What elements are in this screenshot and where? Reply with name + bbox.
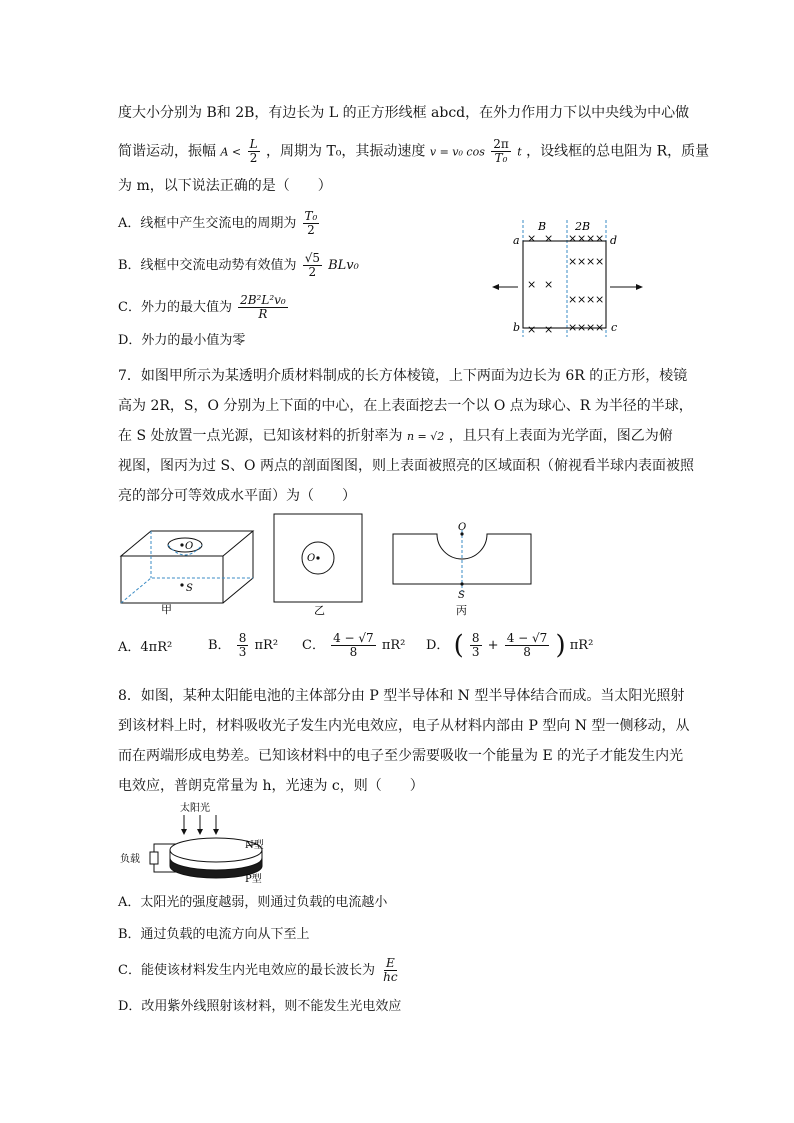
q6-figure-frame (490, 215, 650, 340)
q7-option-d-plus: + (487, 638, 499, 653)
svg-text:×: × (568, 293, 578, 306)
q7-option-d-den1: 3 (471, 645, 480, 659)
q8-option-c (118, 957, 402, 984)
q6-option-a-num: T₀ (304, 209, 318, 223)
q6-field-crosses-b (527, 232, 553, 336)
q6-line2-text-b: ，周期为 T₀，其振动速度 (266, 143, 426, 160)
q6-label-c: c (611, 321, 618, 334)
q7-option-b-den: 3 (238, 645, 247, 659)
svg-text:×: × (544, 278, 554, 291)
q6-option-b-den: 2 (308, 265, 317, 279)
q7-option-d-num1: 8 (471, 631, 480, 645)
q6-option-a (118, 210, 321, 237)
q6-vel-den: T₀ (494, 151, 508, 165)
q7-option-c-tail: πR² (381, 638, 406, 653)
q7-section-S-dot (460, 582, 463, 585)
q8-sun-arrows (184, 815, 216, 831)
svg-text:×: × (577, 232, 587, 245)
q8-option-c-num: E (385, 956, 395, 970)
q8-stem-line3: 而在两端形成电势差。已知该材料中的电子至少需要吸收一个能量为 E 的光子才能发生内光 (118, 748, 684, 764)
q7-box-side (223, 531, 253, 603)
svg-text:×: × (568, 321, 578, 334)
svg-text:×: × (527, 323, 537, 336)
q7-stem-line2: 高为 2R，S，O 分别为上下面的中心，在上表面挖去一个以 O 点为球心、R 为半径的半球， (118, 398, 693, 414)
q8-stem-line1: 8．如图，某种太阳能电池的主体部分由 P 型半导体和 N 型半导体结合而成。当太阳光照射 (118, 688, 685, 704)
q8-label-sunlight: 太阳光 (180, 803, 210, 814)
q7-topview-label-O: O (307, 553, 316, 564)
q8-label-load: 负载 (120, 854, 140, 865)
q6-amp-num: L (249, 137, 258, 151)
q6-label-a: a (513, 234, 520, 247)
q6-option-a-text: A．线框中产生交流电的周期为 (118, 216, 297, 231)
q8-stem-line2: 到该材料上时，材料吸收光子发生内光电效应，电子从材料内部由 P 型向 N 型一侧移动，从 (118, 718, 690, 734)
svg-text:×: × (527, 278, 537, 291)
q6-label-2B: 2B (575, 220, 591, 233)
q8-option-b: B．通过负载的电流方向从下至上 (118, 927, 310, 942)
q6-option-d: D．外力的最小值为零 (118, 333, 246, 348)
q8-label-N: N型 (245, 840, 264, 851)
q7-option-d-pre: D． (426, 638, 450, 653)
q7-label-O: O (185, 541, 194, 552)
q8-sun-arrowhead-2 (197, 829, 203, 835)
q7-option-c-den: 8 (349, 645, 358, 659)
q6-label-B: B (538, 220, 547, 233)
q6-option-c-den: R (258, 307, 268, 321)
q7-section-label-O: O (458, 522, 467, 533)
q6-option-a-den: 2 (307, 223, 315, 237)
q6-option-c-fraction (238, 294, 288, 321)
q7-option-b-num: 8 (238, 631, 247, 645)
q8-label-P: P型 (245, 874, 262, 885)
q6-left-arrowhead (492, 284, 499, 290)
svg-text:×: × (577, 255, 587, 268)
q6-field-crosses-2b (568, 232, 604, 334)
q7-line3-text-b: ，且只有上表面为光学面，图乙为俯 (448, 428, 673, 444)
q7-section-label-S: S (458, 590, 465, 601)
svg-text:×: × (586, 232, 596, 245)
q8-load-resistor (150, 852, 158, 864)
q7-point-O-dot (180, 543, 183, 546)
q7-option-c-pre: C． (302, 638, 325, 653)
q8-option-c-text: C．能使该材料发生内光电效应的最长波长为 (118, 963, 375, 978)
q8-option-c-den: hc (383, 970, 398, 984)
q6-option-b (118, 252, 359, 279)
q6-option-b-tail: BLv₀ (328, 258, 359, 273)
q7-option-c-fraction (331, 632, 376, 659)
q8-option-c-fraction (381, 957, 399, 984)
q6-amp-den: 2 (249, 151, 258, 165)
q8-option-d: D．改用紫外线照射该材料，则不能发生光电效应 (118, 999, 402, 1014)
q7-stem-line4: 视图，图丙为过 S、O 两点的剖面图图，则上表面被照亮的区域面积（俯视看半球内表面被照 (118, 458, 694, 474)
q8-sun-arrowhead-1 (181, 829, 187, 835)
q7-option-b-tail: πR² (254, 638, 279, 653)
svg-text:×: × (595, 232, 605, 245)
q7-option-b-fraction (237, 632, 249, 659)
q6-velocity-t: t (517, 145, 522, 159)
q6-option-a-fraction (303, 210, 320, 237)
q7-topview-center-dot (316, 556, 319, 559)
q8-sun-arrowhead-3 (213, 829, 219, 835)
q7-stem-line1: 7．如图甲所示为某透明介质材料制成的长方体棱镜，上下两面为边长为 6R 的正方形，棱镜 (118, 368, 688, 384)
q7-caption-bing: 丙 (456, 604, 467, 617)
svg-text:×: × (577, 293, 587, 306)
q7-option-c (302, 632, 405, 659)
q8-figure-solar-cell (118, 800, 278, 885)
q7-label-S: S (186, 583, 193, 594)
svg-text:×: × (595, 293, 605, 306)
q7-stem-line5: 亮的部分可等效成水平面）为（ ） (118, 488, 356, 504)
q6-stem-line3: 为 m，以下说法正确的是（ ） (118, 178, 332, 194)
q7-caption-jia: 甲 (161, 603, 172, 615)
q7-refractive-index: n = √2 (406, 430, 445, 443)
q7-option-d-den2: 8 (523, 645, 531, 659)
svg-text:×: × (586, 255, 596, 268)
q7-stem-line3 (118, 426, 673, 447)
q6-option-b-fraction (303, 252, 322, 279)
svg-text:×: × (586, 321, 596, 334)
svg-text:×: × (544, 232, 554, 245)
q6-velocity-fraction (491, 138, 511, 165)
q7-option-b (208, 632, 278, 659)
q7-option-d: D． ( $\frac{8}{3}$ + $\frac{4 - √7}{8}$ ) πR² (426, 630, 594, 661)
q6-label-d: d (610, 234, 618, 247)
q7-figure-bing (390, 520, 536, 618)
q7-option-d-fraction-2 (505, 632, 550, 659)
q7-option-d-fraction-1 (470, 632, 482, 659)
q7-point-S-dot (180, 583, 183, 586)
q6-velocity-lhs: v = v₀ cos (429, 145, 485, 159)
q6-label-b: b (513, 321, 521, 334)
q6-option-b-num: √5 (304, 251, 320, 265)
q7-option-a: A．4πR² (118, 640, 173, 655)
q6-amplitude-lhs: A < (220, 145, 242, 159)
q7-figure-yi (272, 512, 366, 618)
q8-stem-line4: 电效应，普朗克常量为 h，光速为 c，则（ ） (118, 778, 424, 794)
q6-option-b-text: B．线框中交流电动势有效值为 (118, 258, 297, 273)
svg-text:×: × (595, 255, 605, 268)
svg-text:×: × (586, 293, 596, 306)
q7-option-c-num: 4 − √7 (333, 631, 374, 645)
svg-text:×: × (595, 321, 605, 334)
q7-box-front (121, 556, 223, 603)
q6-stem-line2 (118, 138, 709, 165)
q7-line3-text-a: 在 S 处放置一点光源，已知该材料的折射率为 (118, 428, 403, 444)
q8-option-a: A．太阳光的强度越弱，则通过负载的电流越小 (118, 895, 388, 910)
q6-line2-text-a: 简谐运动，振幅 (118, 143, 216, 160)
svg-text:×: × (577, 321, 587, 334)
q7-option-d-tail: πR² (569, 638, 594, 653)
q6-option-c-num: 2B²L²v₀ (240, 293, 286, 307)
q6-line2-text-c: ，设线框的总电阻为 R，质量 (526, 143, 710, 160)
q6-vel-num: 2π (493, 137, 509, 151)
q7-option-d-num2: 4 − √7 (506, 631, 548, 645)
q7-caption-yi: 乙 (314, 604, 325, 617)
svg-text:×: × (568, 232, 578, 245)
q7-option-b-pre: B． (208, 638, 231, 653)
q6-option-c (118, 294, 290, 321)
q6-stem-line1: 度大小分别为 B和 2B，有边长为 L 的正方形线框 abcd，在外力作用力下以中央线为中心做 (118, 105, 690, 121)
svg-text:×: × (544, 323, 554, 336)
q6-amplitude-fraction (248, 138, 260, 165)
q6-option-c-text: C．外力的最大值为 (118, 300, 232, 315)
svg-text:×: × (527, 232, 537, 245)
svg-text:×: × (568, 255, 578, 268)
q6-right-arrowhead (636, 284, 643, 290)
q7-figure-jia (118, 513, 258, 615)
